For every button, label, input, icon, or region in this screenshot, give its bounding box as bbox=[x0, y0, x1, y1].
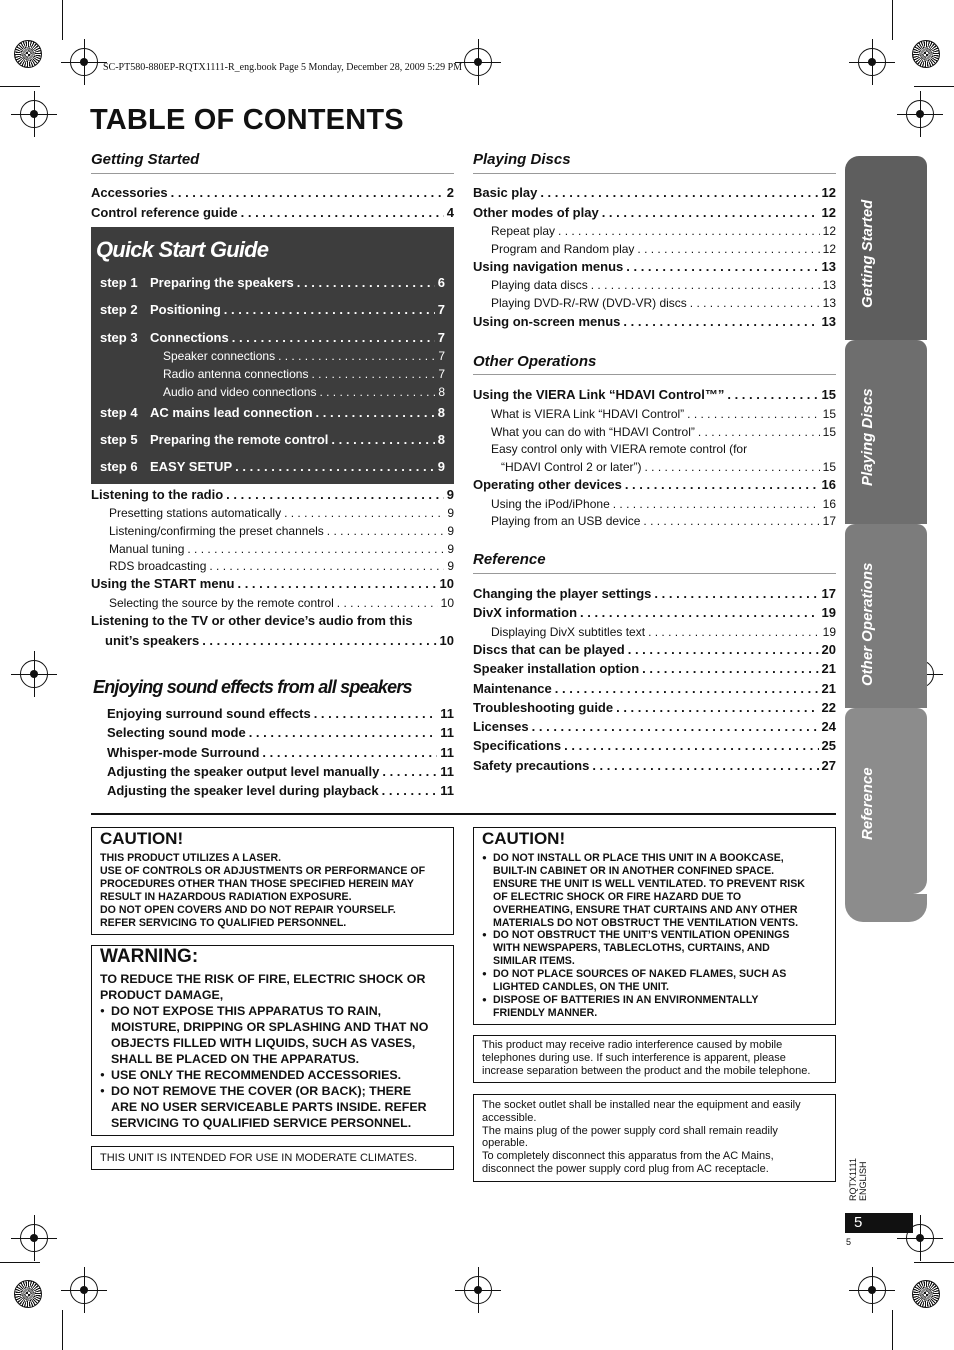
page-number-badge: 5 bbox=[845, 1213, 913, 1233]
side-tab-reference[interactable]: Reference bbox=[845, 708, 927, 894]
registration-sun-mark bbox=[14, 40, 42, 68]
section-heading-other-operations: Other Operations bbox=[473, 353, 597, 370]
toc-sub-item[interactable]: What you can do with “HDAVI Control” . . . 15 bbox=[491, 425, 836, 439]
toc-sub-item[interactable]: Presetting stations automatically . . . 9 bbox=[109, 506, 454, 520]
quick-start-guide-title: Quick Start Guide bbox=[96, 237, 269, 262]
registration-sun-mark bbox=[14, 1280, 42, 1308]
toc-item[interactable]: Whisper-mode Surround . . . 11 bbox=[107, 745, 454, 760]
toc-item[interactable]: Speaker installation option . . . 21 bbox=[473, 661, 836, 676]
registration-sun-mark bbox=[912, 1280, 940, 1308]
quick-start-sub-item[interactable]: Radio antenna connections . . . 7 bbox=[163, 367, 445, 381]
toc-sub-item[interactable]: Repeat play . . . 12 bbox=[491, 224, 836, 238]
toc-item[interactable]: Using navigation menus . . . 13 bbox=[473, 259, 836, 274]
toc-item[interactable]: Changing the player settings . . . 17 bbox=[473, 586, 836, 601]
caution-title: CAUTION! bbox=[100, 829, 184, 848]
side-tab-getting-started[interactable]: Getting Started bbox=[845, 156, 927, 340]
toc-sub-item[interactable]: Using the iPod/iPhone . . . 16 bbox=[491, 497, 836, 511]
page-number-small: 5 bbox=[846, 1237, 852, 1247]
socket-note: The socket outlet shall be installed near the equipment and easily accessible. The mains plug of the power supply cord shall remain readily operable. To completely disconnect this apparatus from the AC Mains, disconnect the power supply cord plug from AC receptacle. bbox=[482, 1099, 801, 1175]
climate-note: THIS UNIT IS INTENDED FOR USE IN MODERATE CLIMATES. bbox=[100, 1152, 418, 1164]
side-tab-playing-discs[interactable]: Playing Discs bbox=[845, 340, 927, 524]
caution-title: CAUTION! bbox=[482, 829, 566, 848]
toc-item[interactable]: Selecting sound mode . . . 11 bbox=[107, 725, 454, 740]
toc-item-tv-line1[interactable]: Listening to the TV or other device’s audio from this bbox=[91, 613, 413, 628]
toc-item[interactable]: Control reference guide . . . 4 bbox=[91, 205, 454, 220]
page-title: TABLE OF CONTENTS bbox=[90, 104, 404, 136]
toc-item[interactable]: Enjoying surround sound effects . . . 11 bbox=[107, 706, 454, 721]
toc-item[interactable]: Adjusting the speaker output level manually . . . 11 bbox=[107, 764, 454, 779]
registration-mark bbox=[20, 660, 48, 688]
toc-sub-item-easy-control[interactable]: Easy control only with VIERA remote control (for bbox=[491, 442, 748, 456]
registration-mark bbox=[70, 48, 98, 76]
toc-item[interactable]: Licenses . . . 24 bbox=[473, 719, 836, 734]
toc-sub-item[interactable]: RDS broadcasting . . . 9 bbox=[109, 559, 454, 573]
toc-item[interactable]: Other modes of play . . . 12 bbox=[473, 205, 836, 220]
toc-item[interactable]: Accessories . . . 2 bbox=[91, 185, 454, 200]
section-divider bbox=[91, 813, 836, 815]
caution-laser-text: THIS PRODUCT UTILIZES A LASER. USE OF CONTROLS OR ADJUSTMENTS OR PERFORMANCE OF PROCEDURES OTHER THAN THOSE SPECIFIED HEREIN MAY RESULT IN HAZARDOUS RADIATION EXPOSURE. DO NOT OPEN COVERS AND DO NOT REPAIR YOURSELF. REFER SERVICING TO QUALIFIED PERSONNEL. bbox=[100, 852, 426, 929]
section-heading-getting-started: Getting Started bbox=[91, 151, 200, 168]
quick-start-step[interactable]: step 6 EASY SETUP . . . 9 bbox=[100, 459, 445, 474]
toc-sub-item[interactable]: Selecting the source by the remote control . . . 10 bbox=[109, 596, 454, 610]
interference-note: This product may receive radio interference caused by mobile telephones during use. If such interference is apparent, please increase separation between the product and the mobile telephone. bbox=[482, 1039, 811, 1077]
toc-item[interactable]: Using the START menu . . . 10 bbox=[91, 576, 454, 591]
toc-item[interactable]: Maintenance . . . 21 bbox=[473, 681, 836, 696]
section-heading-playing-discs: Playing Discs bbox=[473, 151, 571, 168]
toc-sub-item[interactable]: What is VIERA Link “HDAVI Control” . . . 15 bbox=[491, 407, 836, 421]
model-code: RQTX1111 ENGLISH bbox=[848, 1158, 868, 1202]
toc-sub-item[interactable]: Playing data discs . . . 13 bbox=[491, 278, 836, 292]
quick-start-step[interactable]: step 3 Connections . . . 7 bbox=[100, 330, 445, 345]
toc-item[interactable]: Using on-screen menus . . . 13 bbox=[473, 314, 836, 329]
warning-text: TO REDUCE THE RISK OF FIRE, ELECTRIC SHOCK OR PRODUCT DAMAGE, ● DO NOT EXPOSE THIS APPARATUS TO RAIN, MOISTURE, DRIPPING OR SPLASHING AND THAT NO OBJECTS FILLED WITH LIQUIDS, SUCH AS VASES, SHALL BE PLACED ON THE APPARATUS. ● USE ONLY THE RECOMMENDED ACCESSORIES. ● DO NOT REMOVE THE COVER (OR BACK); THERE ARE NO USER SERVICEABLE PARTS INSIDE. REFER SERVICING TO QUALIFIED SERVICE PERSONNEL. bbox=[100, 971, 428, 1131]
toc-sub-item[interactable]: Displaying DivX subtitles text . . . 19 bbox=[491, 625, 836, 639]
quick-start-sub-item[interactable]: Speaker connections . . . 7 bbox=[163, 349, 445, 363]
caution-ventilation-text: ● DO NOT INSTALL OR PLACE THIS UNIT IN A BOOKCASE, BUILT-IN CABINET OR IN ANOTHER CONFINED SPACE. ENSURE THE UNIT IS WELL VENTILATED. TO PREVENT RISK OF ELECTRIC SHOCK OR FIRE HAZARD DUE TO OVERHEATING, ENSURE THAT CURTAINS AND ANY OTHER MATERIALS DO NOT OBSTRUCT THE VENTILATION VENTS. ● DO NOT OBSTRUCT THE UNIT’S VENTILATION OPENINGS WITH NEWSPAPERS, TABLECLOTHS, CURTAINS, AND SIMILAR ITEMS. ● DO NOT PLACE SOURCES OF NAKED FLAMES, SUCH AS LIGHTED CANDLES, ON THE UNIT. ● DISPOSE OF BATTERIES IN AN ENVIRONMENTALLY FRIENDLY MANNER. bbox=[482, 852, 805, 1020]
side-tab-end bbox=[845, 894, 927, 922]
section-heading-reference: Reference bbox=[473, 551, 546, 568]
toc-sub-item[interactable]: Manual tuning . . . 9 bbox=[109, 542, 454, 556]
toc-sub-item[interactable]: Program and Random play . . . 12 bbox=[491, 242, 836, 256]
registration-mark bbox=[464, 1276, 492, 1304]
toc-item[interactable]: Adjusting the speaker level during playback . . . 11 bbox=[107, 783, 454, 798]
registration-mark bbox=[20, 1224, 48, 1252]
side-tab-other-operations[interactable]: Other Operations bbox=[845, 524, 927, 708]
quick-start-step[interactable]: step 2 Positioning . . . 7 bbox=[100, 302, 445, 317]
toc-sub-item[interactable]: “HDAVI Control 2 or later”) . . . 15 bbox=[501, 460, 836, 474]
quick-start-step[interactable]: step 4 AC mains lead connection . . . 8 bbox=[100, 405, 445, 420]
toc-item[interactable]: unit’s speakers . . . 10 bbox=[105, 633, 454, 648]
sound-effects-title: Enjoying sound effects from all speakers bbox=[93, 677, 412, 697]
registration-mark bbox=[464, 48, 492, 76]
toc-sub-item[interactable]: Playing DVD-R/-RW (DVD-VR) discs . . . 13 bbox=[491, 296, 836, 310]
toc-item[interactable]: Troubleshooting guide . . . 22 bbox=[473, 700, 836, 715]
toc-item[interactable]: Listening to the radio . . . 9 bbox=[91, 487, 454, 502]
registration-mark bbox=[70, 1276, 98, 1304]
registration-sun-mark bbox=[912, 40, 940, 68]
registration-mark bbox=[20, 100, 48, 128]
registration-mark bbox=[858, 48, 886, 76]
registration-mark bbox=[858, 1276, 886, 1304]
toc-item[interactable]: Discs that can be played . . . 20 bbox=[473, 642, 836, 657]
quick-start-sub-item[interactable]: Audio and video connections . . . 8 bbox=[163, 385, 445, 399]
toc-item[interactable]: Basic play . . . 12 bbox=[473, 185, 836, 200]
warning-title: WARNING: bbox=[100, 946, 199, 967]
toc-item[interactable]: Safety precautions . . . 27 bbox=[473, 758, 836, 773]
toc-item[interactable]: Operating other devices . . . 16 bbox=[473, 477, 836, 492]
toc-item[interactable]: DivX information . . . 19 bbox=[473, 605, 836, 620]
toc-item[interactable]: Specifications . . . 25 bbox=[473, 738, 836, 753]
toc-sub-item[interactable]: Listening/confirming the preset channels . . . 9 bbox=[109, 524, 454, 538]
toc-sub-item[interactable]: Playing from an USB device . . . 17 bbox=[491, 514, 836, 528]
registration-mark bbox=[906, 100, 934, 128]
toc-item[interactable]: Using the VIERA Link “HDAVI Control™” . . . 15 bbox=[473, 387, 836, 402]
file-header: SC-PT580-880EP-RQTX1111-R_eng.book Page 5 Monday, December 28, 2009 5:29 PM bbox=[103, 62, 463, 73]
quick-start-step[interactable]: step 1 Preparing the speakers . . . 6 bbox=[100, 275, 445, 290]
quick-start-step[interactable]: step 5 Preparing the remote control . . . 8 bbox=[100, 432, 445, 447]
